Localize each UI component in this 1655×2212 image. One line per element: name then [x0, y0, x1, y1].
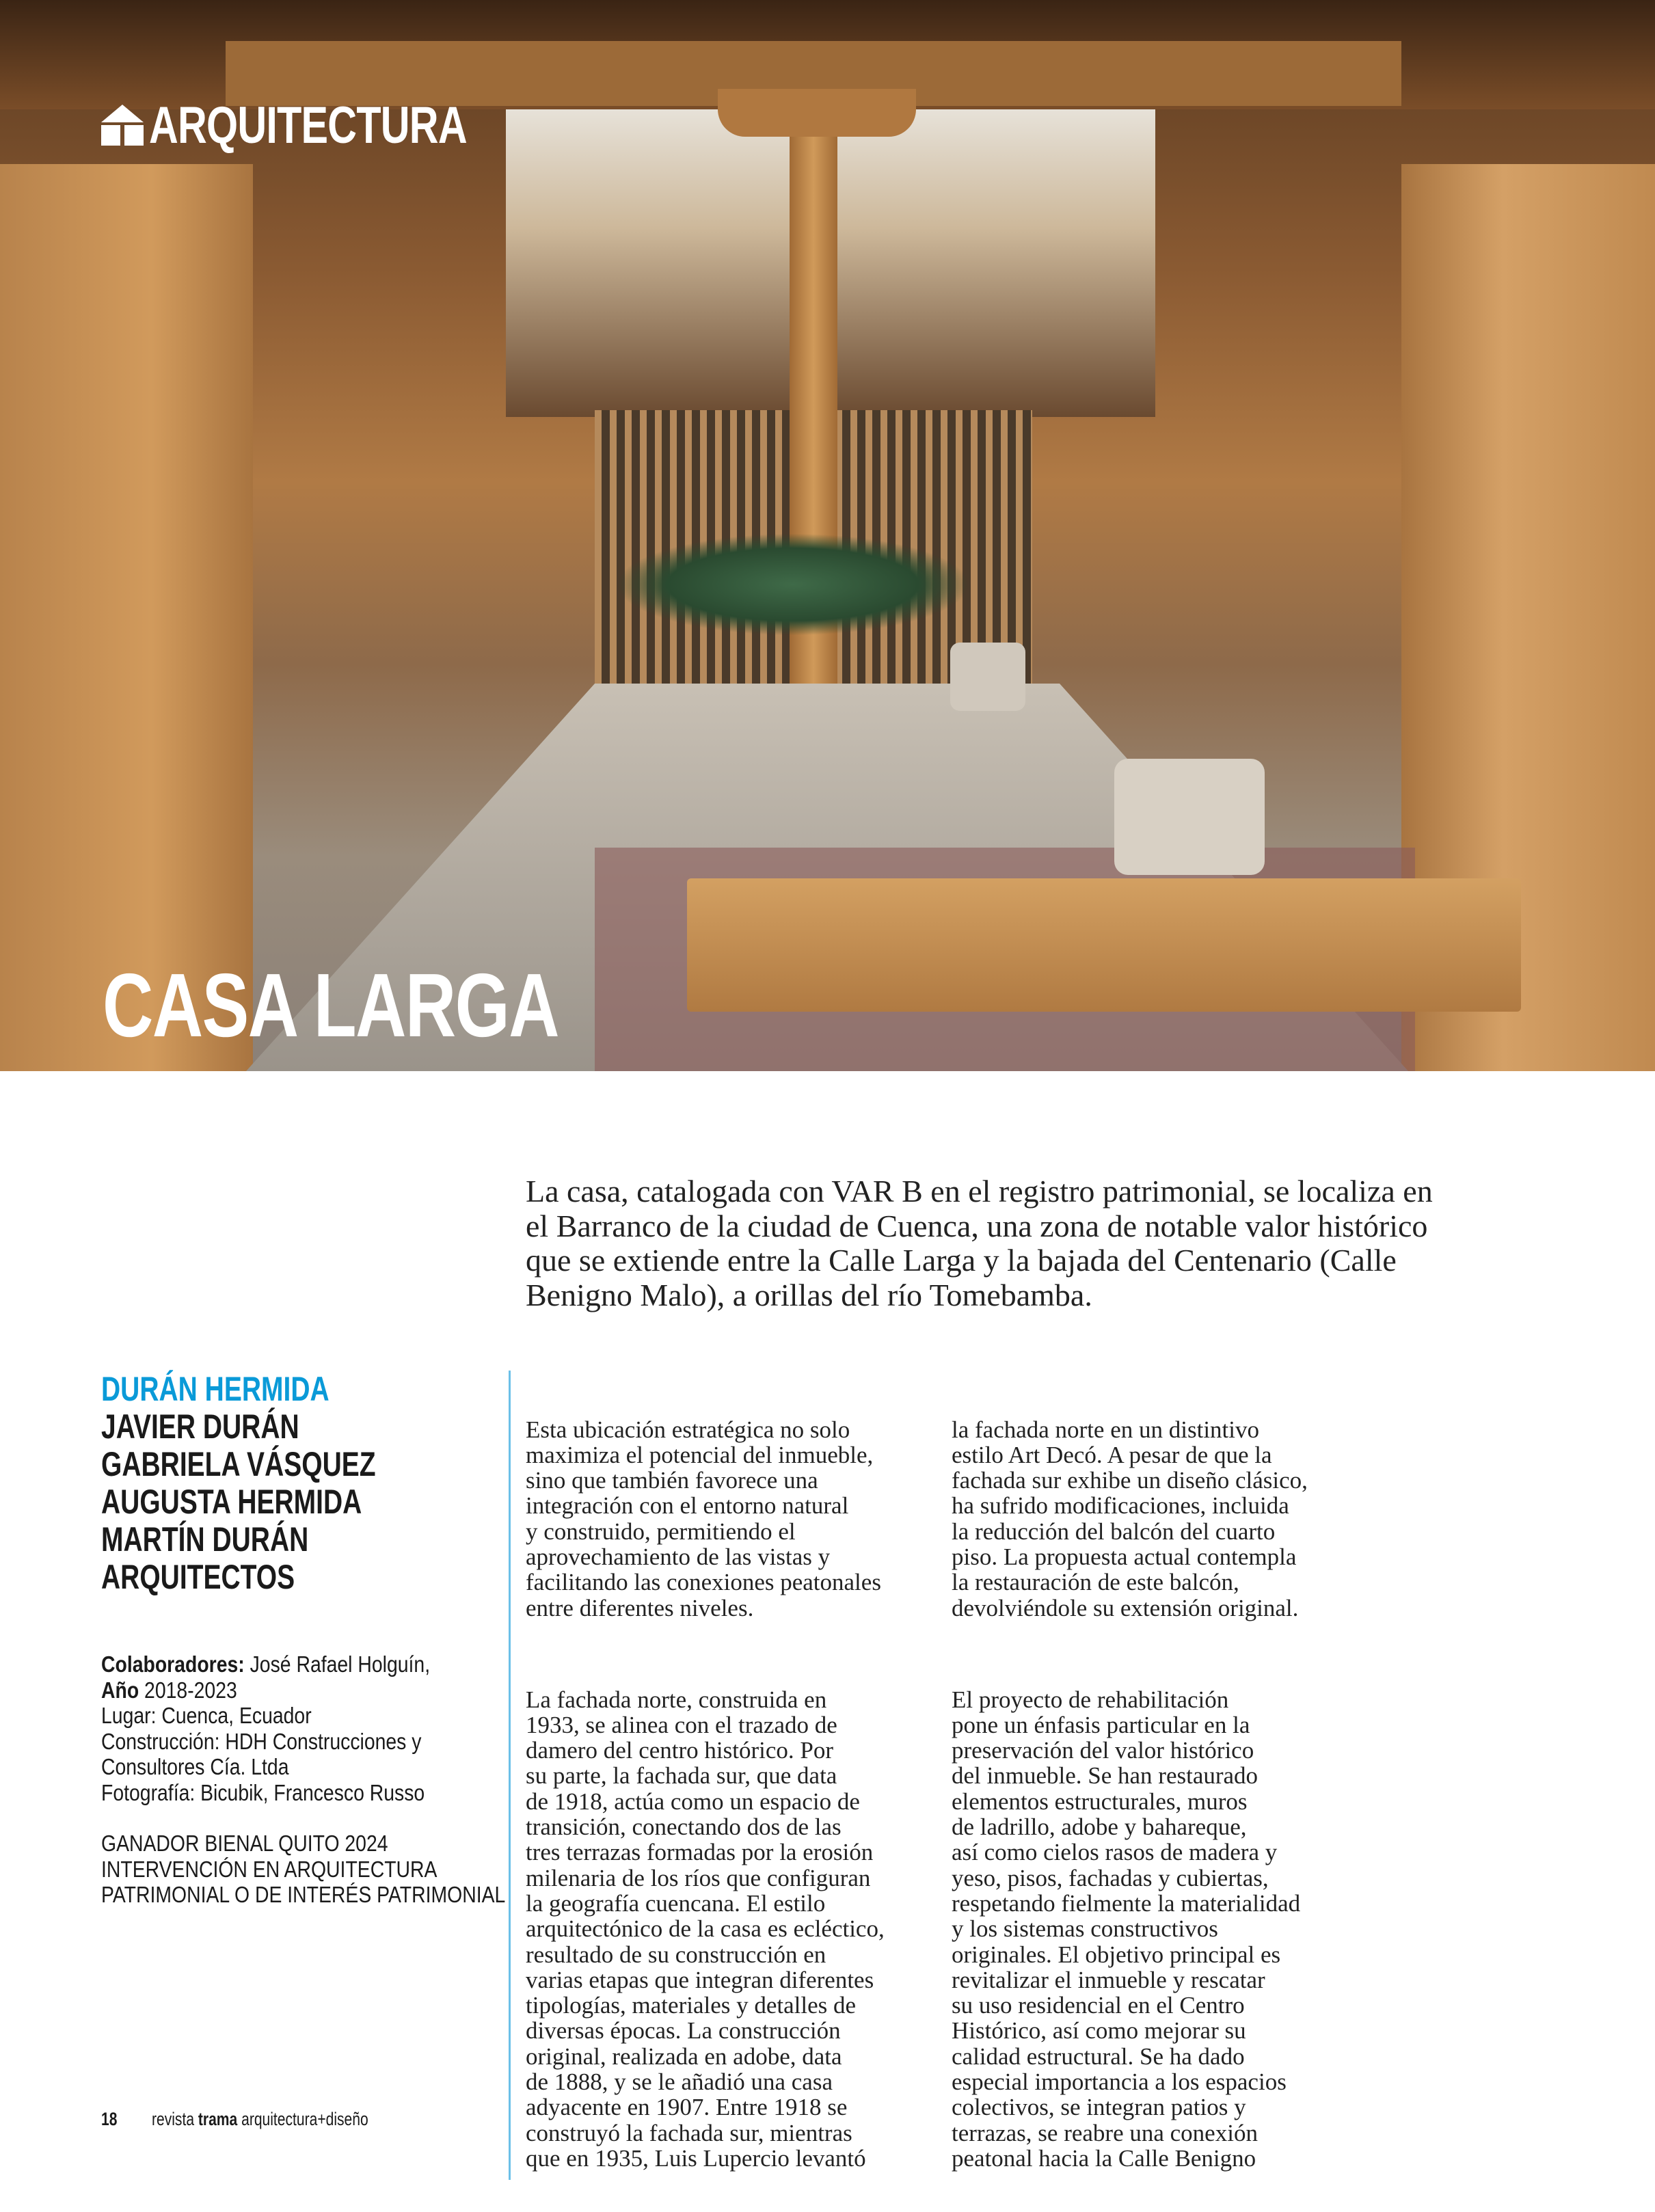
section-title: ARQUITECTURA — [149, 96, 467, 154]
page-footer — [101, 2109, 429, 2130]
body-column-1 — [526, 1366, 885, 2212]
article-title: CASA LARGA — [103, 955, 559, 1055]
body-paragraph: Esta ubicación estratégica no solo maximiza el potencial del inmueble, sino que también favorece una integración con el entorno natural y construido, permitiendo el aprovechamiento de las vistas y facilitando las conexiones peatonales entre diferentes niveles. — [526, 1416, 881, 1621]
column-rule — [509, 1371, 511, 2180]
credit-construction: Construcción: HDH Construcciones y — [101, 1728, 422, 1754]
credit-label: Año — [101, 1677, 139, 1703]
house-icon — [101, 105, 144, 146]
author-name: AUGUSTA HERMIDA — [101, 1483, 362, 1521]
credit-construction: Consultores Cía. Ltda — [101, 1754, 289, 1779]
award-line: INTERVENCIÓN EN ARQUITECTURA — [101, 1856, 438, 1882]
section-label — [101, 96, 556, 154]
credit-photo: Fotografía: Bicubik, Francesco Russo — [101, 1779, 425, 1805]
page-number: 18 — [101, 2109, 118, 2129]
author-name: ARQUITECTOS — [101, 1558, 295, 1596]
award-line: PATRIMONIAL O DE INTERÉS PATRIMONIAL — [101, 1882, 506, 1907]
body-paragraph: la fachada norte en un distintivo estilo Art Decó. A pesar de que la fachada sur exhibe un diseño clásico, ha sufrido modificaciones, incluida la reducción del balcón del cuarto piso. La propuesta actual contempla la restauración de este balcón, devolviéndole su extensión original. — [952, 1416, 1308, 1621]
author-name: GABRIELA VÁSQUEZ — [101, 1445, 376, 1483]
author-name: JAVIER DURÁN — [101, 1407, 299, 1446]
body-paragraph: La fachada norte, construida en 1933, se alinea con el trazado de damero del centro histórico. Por su parte, la fachada sur, que data de 1918, actúa como un espacio de transición, conectando dos de las tres terrazas formadas por la erosión milenaria de los ríos que configuran la geografía cuencana. El estilo arquitectónico de la casa es ecléctico, resultado de su construcción en varias etapas que integran diferentes tipologías, materiales y detalles de diversas épocas. La construcción original, realizada en adobe, data de 1888, y se le añadió una casa adyacente en 1907. Entre 1918 se construyó la fachada sur, mientras que en 1935, Luis Lupercio levantó — [526, 1686, 885, 2172]
authors-block — [101, 1371, 453, 1596]
award-block — [101, 1831, 571, 1908]
credit-value: José Rafael Holguín, — [244, 1651, 431, 1677]
credit-place: Lugar: Cuenca, Ecuador — [101, 1703, 312, 1728]
body-column-2 — [952, 1366, 1308, 2212]
author-name: MARTÍN DURÁN — [101, 1520, 309, 1559]
credit-value: 2018-2023 — [139, 1677, 237, 1703]
publication-name: revista trama arquitectura+diseño — [152, 2109, 368, 2129]
credits-block — [101, 1651, 483, 1805]
firm-name: DURÁN HERMIDA — [101, 1370, 329, 1408]
intro-paragraph: La casa, catalogada con VAR B en el registro patrimonial, se localiza en el Barranco de la ciudad de Cuenca, una zona de notable valor histórico que se extiende entre la Calle Larga y la bajada del Centenario (Calle Benigno Malo), a orillas del río Tomebamba. — [526, 1174, 1433, 1312]
body-paragraph: El proyecto de rehabilitación pone un énfasis particular en la preservación del valor histórico del inmueble. Se han restaurado elementos estructurales, muros de ladrillo, adobe y bahareque, así como cielos rasos de madera y yeso, pisos, fachadas y cubiertas, respetando fielmente la materialidad y los sistemas constructivos originales. El objetivo principal es revitalizar el inmueble y rescatar su uso residencial en el Centro Histórico, así como mejorar su calidad estructural. Se ha dado especial importancia a los espacios colectivos, se integran patios y terrazas, se reabre una conexión peatonal hacia la Calle Benigno — [952, 1686, 1301, 2172]
credit-label: Colaboradores: — [101, 1651, 245, 1677]
hero-photo — [0, 0, 1655, 1071]
award-line: GANADOR BIENAL QUITO 2024 — [101, 1831, 388, 1856]
